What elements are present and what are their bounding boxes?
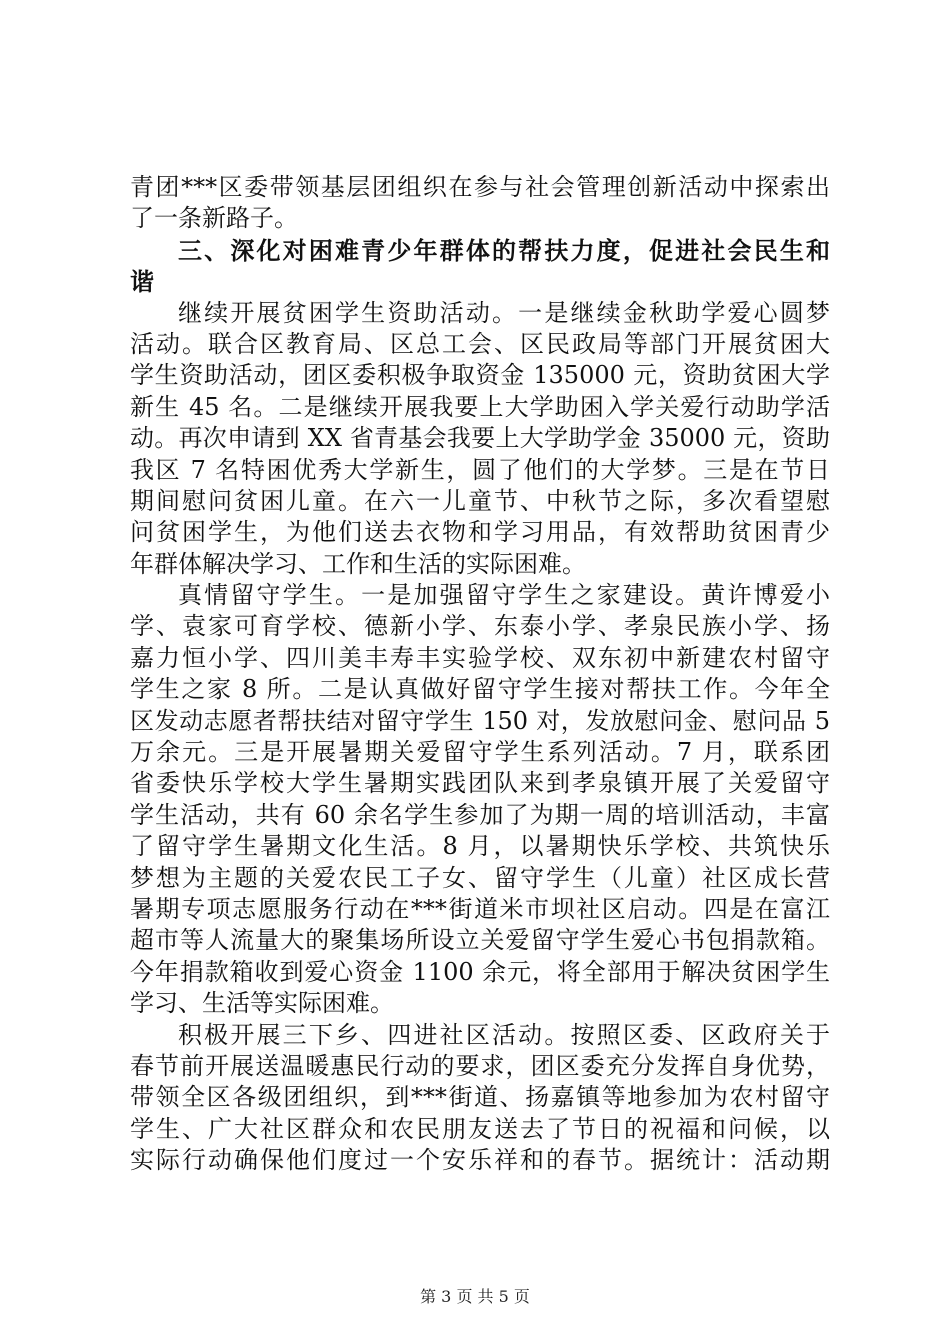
heading-line: 谐 (130, 267, 154, 297)
section-heading (130, 235, 830, 298)
text-line: 继续开展贫困学生资助活动。一是继续金秋助学爱心圆梦 (178, 298, 830, 327)
text-line: 学习、生活等实际困难。 (130, 989, 394, 1018)
text-line: 学生活动，共有 60 余名学生参加了为期一周的培训活动，丰富 (130, 800, 830, 829)
document-body (130, 172, 830, 1177)
text-line: 区发动志愿者帮扶结对留守学生 150 对，发放慰问金、慰问品 5 (130, 706, 830, 735)
text-line: 新生 45 名。二是继续开展我要上大学助困入学关爱行动助学活 (130, 392, 830, 421)
heading-line: 三、深化对困难青少年群体的帮扶力度，促进社会民生和 (178, 235, 830, 265)
text-line: 真情留守学生。一是加强留守学生之家建设。黄许博爱小 (178, 581, 830, 610)
text-line: 省委快乐学校大学生暑期实践团队来到孝泉镇开展了关爱留守 (130, 769, 830, 798)
text-line: 春节前开展送温暖惠民行动的要求，团区委充分发挥自身优势， (130, 1051, 830, 1080)
text-line: 今年捐款箱收到爱心资金 1100 余元，将全部用于解决贫困学生 (130, 957, 830, 986)
text-line: 万余元。三是开展暑期关爱留守学生系列活动。7 月，联系团 (130, 738, 830, 767)
text-line: 青团***区委带领基层团组织在参与社会管理创新活动中探索出 (130, 173, 830, 201)
text-line: 学、袁家可育学校、德新小学、东泰小学、孝泉民族小学、扬 (130, 612, 830, 641)
text-line: 问贫困学生，为他们送去衣物和学习用品，有效帮助贫困青少 (130, 518, 830, 547)
text-line: 梦想为主题的关爱农民工子女、留守学生（儿童）社区成长营 (130, 863, 830, 892)
text-line: 超市等人流量大的聚集场所设立关爱留守学生爱心书包捐款箱。 (130, 926, 830, 955)
paragraph-left-behind-students (130, 580, 830, 1019)
page-footer (0, 1284, 950, 1307)
text-line: 活动。联合区教育局、区总工会、区民政局等部门开展贫困大 (130, 329, 830, 358)
text-line: 暑期专项志愿服务行动在***街道米市坝社区启动。四是在富江 (130, 894, 830, 923)
text-line: 我区 7 名特困优秀大学新生，圆了他们的大学梦。三是在节日 (130, 455, 830, 484)
paragraph-community-activities (130, 1020, 830, 1177)
paragraph-continuation (130, 172, 830, 235)
text-line: 学生、广大社区群众和农民朋友送去了节日的祝福和问候，以 (130, 1114, 830, 1143)
text-line: 年群体解决学习、工作和生活的实际困难。 (130, 549, 586, 578)
paragraph-student-aid (130, 298, 830, 581)
text-line: 期间慰问贫困儿童。在六一儿童节、中秋节之际，多次看望慰 (130, 486, 830, 515)
text-line: 积极开展三下乡、四进社区活动。按照区委、区政府关于 (178, 1020, 830, 1049)
text-line: 了留守学生暑期文化生活。8 月，以暑期快乐学校、共筑快乐 (130, 832, 830, 861)
page-number: 第 3 页 共 5 页 (420, 1287, 530, 1306)
text-line: 实际行动确保他们度过一个安乐祥和的春节。据统计：活动期 (130, 1146, 830, 1175)
text-line: 嘉力恒小学、四川美丰寿丰实验学校、双东初中新建农村留守 (130, 643, 830, 672)
text-line: 学生资助活动，团区委积极争取资金 135000 元，资助贫困大学 (130, 361, 830, 390)
text-line: 带领全区各级团组织，到***街道、扬嘉镇等地参加为农村留守 (130, 1083, 830, 1112)
text-line: 学生之家 8 所。二是认真做好留守学生接对帮扶工作。今年全 (130, 675, 830, 704)
text-line: 了一条新路子。 (130, 204, 298, 233)
text-line: 动。再次申请到 XX 省青基会我要上大学助学金 35000 元，资助 (130, 424, 830, 453)
